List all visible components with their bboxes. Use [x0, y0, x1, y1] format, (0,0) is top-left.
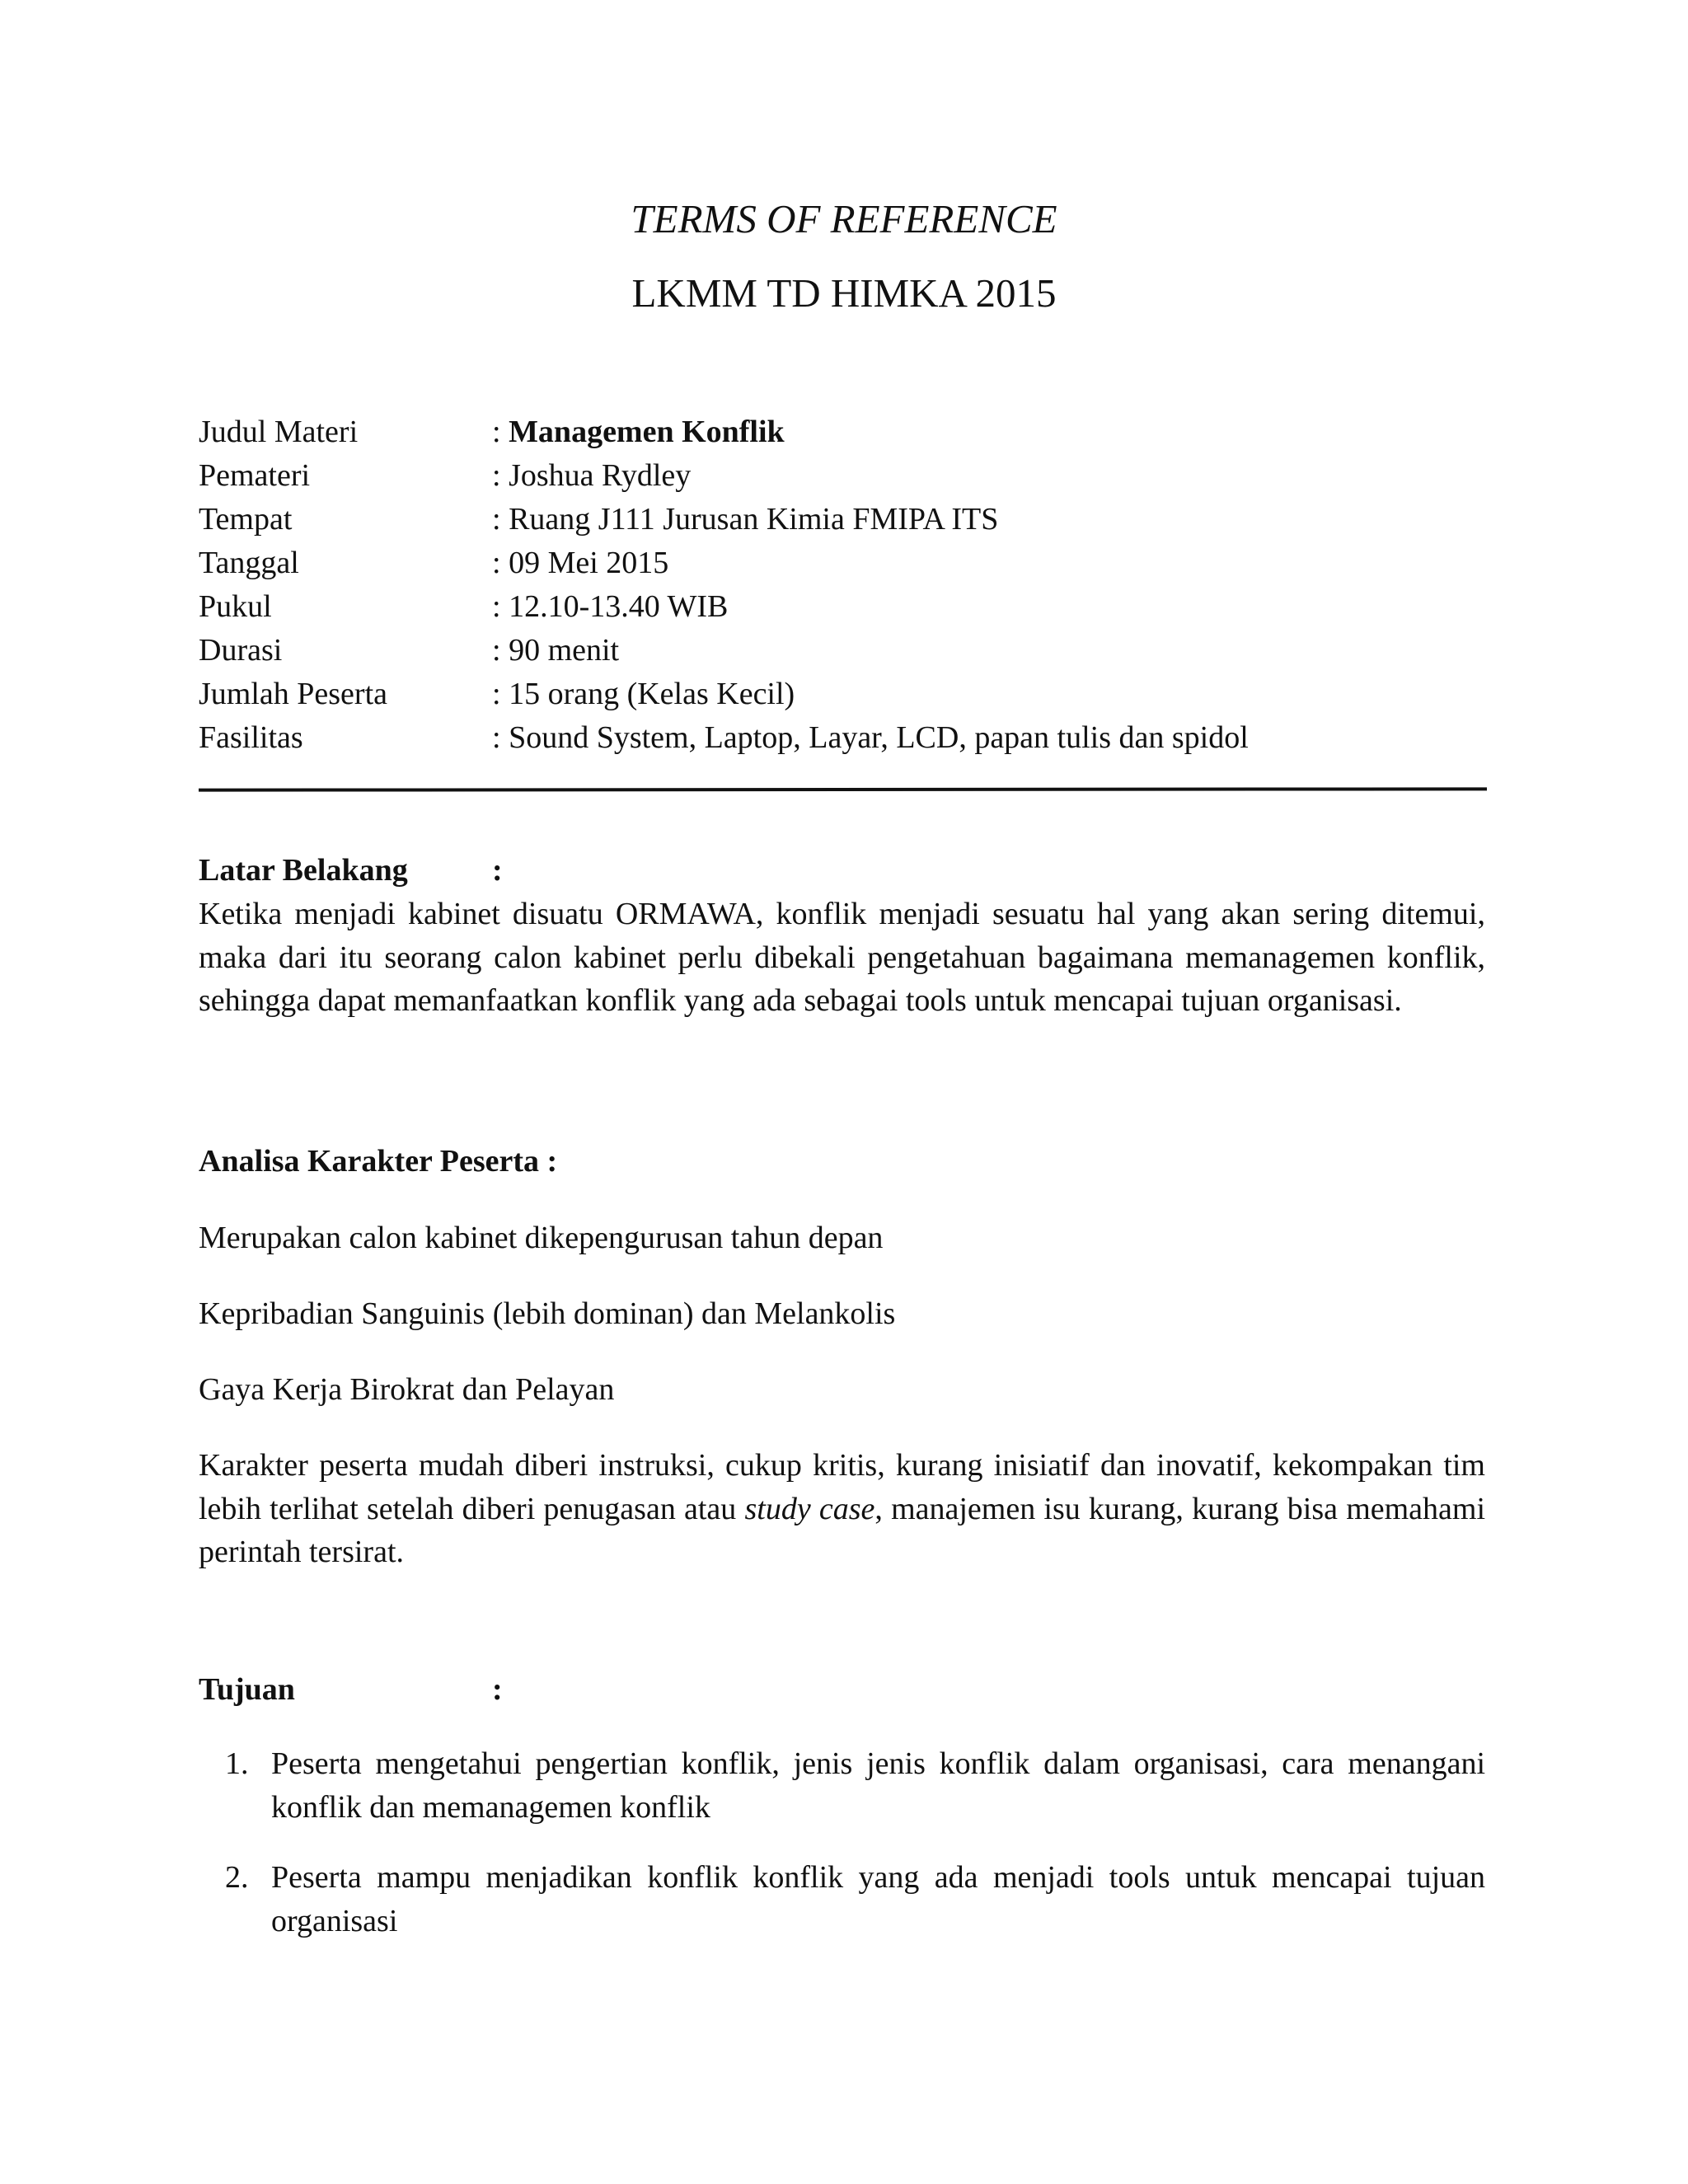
- document-title: TERMS OF REFERENCE: [631, 196, 1057, 241]
- info-value: : 15 orang (Kelas Kecil): [492, 677, 795, 711]
- info-row-tempat: [199, 498, 1484, 541]
- info-row-pukul: [199, 585, 1484, 629]
- latar-belakang-text: Ketika menjadi kabinet disuatu ORMAWA, konflik menjadi sesuatu hal yang akan sering ditemui, maka dari itu seorang calon kabinet perlu dibekali pengetahuan bagaimana memanagemen konflik, sehingga dapat memanfaatkan konflik yang ada sebagai tools untuk mencapai tujuan organisasi.: [199, 897, 1485, 1018]
- analisa-line: Kepribadian Sanguinis (lebih dominan) dan Melankolis: [199, 1296, 896, 1331]
- info-label: Fasilitas: [199, 720, 303, 755]
- info-label: Judul Materi: [199, 415, 359, 449]
- document-subtitle: LKMM TD HIMKA 2015: [631, 270, 1057, 316]
- analisa-heading: Analisa Karakter Peserta :: [199, 1144, 558, 1179]
- info-value: : 12.10-13.40 WIB: [492, 589, 729, 624]
- info-row-durasi: [199, 629, 1484, 673]
- info-label: Tanggal: [199, 546, 299, 580]
- list-text: Peserta mampu menjadikan konflik konflik yang ada menjadi tools untuk mencapai tujuan organisasi: [271, 1860, 1485, 1938]
- list-number: 2.: [225, 1860, 249, 1895]
- horizontal-divider: [199, 787, 1487, 791]
- list-text: Peserta mengetahui pengertian konflik, jenis jenis konflik dalam organisasi, cara menangani konflik dan memanagemen konflik: [271, 1746, 1485, 1825]
- info-label: Pukul: [199, 589, 272, 624]
- info-value: : Sound System, Laptop, Layar, LCD, papan tulis dan spidol: [492, 720, 1249, 755]
- study-case-italic: study case: [744, 1491, 875, 1526]
- info-value: : Managemen Konflik: [492, 415, 785, 449]
- info-value: : Ruang J111 Jurusan Kimia FMIPA ITS: [492, 502, 999, 537]
- info-row-pemateri: [199, 454, 1484, 498]
- info-row-judul-materi: [199, 410, 1484, 454]
- info-value: : Joshua Rydley: [492, 458, 692, 493]
- info-value: : 09 Mei 2015: [492, 546, 669, 580]
- info-row-fasilitas: [199, 716, 1484, 760]
- info-value: : 90 menit: [492, 633, 620, 668]
- info-label: Jumlah Peserta: [199, 677, 388, 711]
- info-row-jumlah-peserta: [199, 673, 1484, 716]
- latar-belakang-heading: Latar Belakang :: [199, 853, 503, 888]
- info-label: Durasi: [199, 633, 283, 668]
- info-label: Pemateri: [199, 458, 311, 493]
- tujuan-heading: Tujuan :: [199, 1672, 503, 1707]
- analisa-line: Gaya Kerja Birokrat dan Pelayan: [199, 1372, 615, 1407]
- analisa-line: Merupakan calon kabinet dikepengurusan tahun depan: [199, 1221, 884, 1255]
- info-table: [199, 410, 1484, 760]
- info-label: Tempat: [199, 502, 293, 537]
- info-row-tanggal: [199, 541, 1484, 585]
- analisa-paragraph: Karakter peserta mudah diberi instruksi, cukup kritis, kurang inisiatif dan inovatif, kekompakan tim lebih terlihat setelah diberi penugasan atau study case, manajemen isu kurang, kurang bisa memahami perintah tersirat.: [199, 1448, 1486, 1569]
- list-number: 1.: [225, 1746, 249, 1781]
